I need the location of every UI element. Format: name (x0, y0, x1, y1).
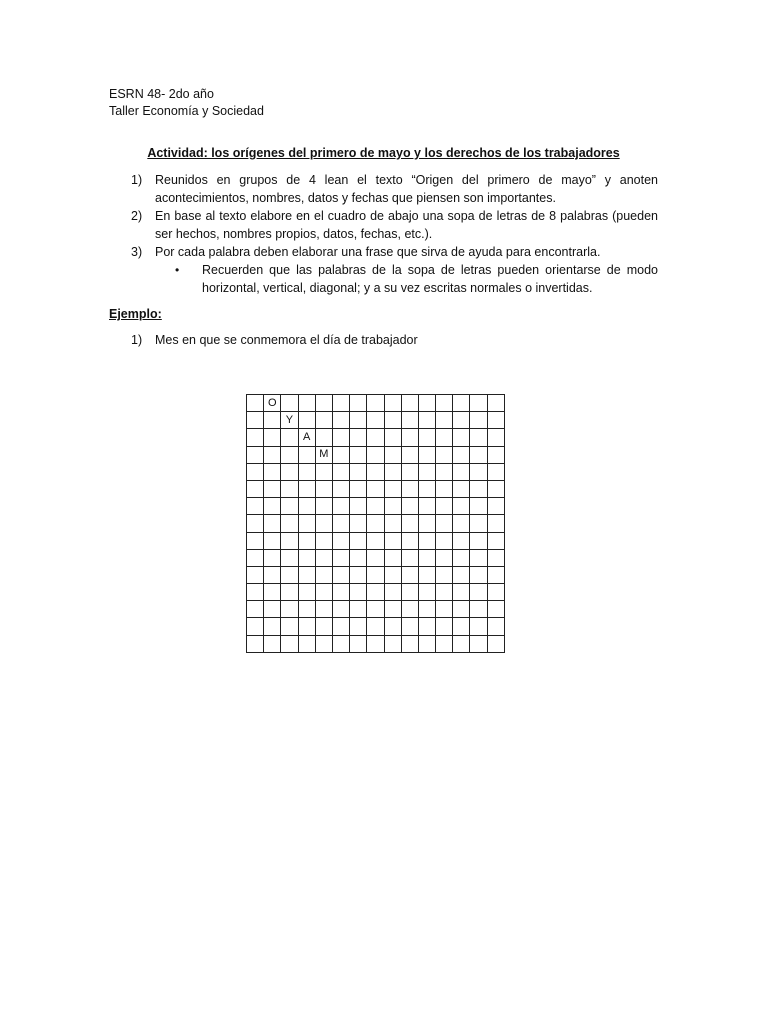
grid-cell (315, 532, 332, 549)
grid-cell (315, 549, 332, 566)
grid-cell (418, 584, 435, 601)
grid-cell (298, 480, 315, 497)
grid-cell (470, 584, 487, 601)
grid-cell (350, 498, 367, 515)
grid-cell (367, 412, 384, 429)
grid-cell (384, 515, 401, 532)
grid-cell (367, 532, 384, 549)
grid-cell: M (315, 446, 332, 463)
grid-cell (350, 532, 367, 549)
grid-cell (384, 480, 401, 497)
grid-cell (384, 395, 401, 412)
grid-cell (487, 515, 504, 532)
grid-cell (436, 429, 453, 446)
grid-cell (350, 412, 367, 429)
grid-cell (470, 515, 487, 532)
grid-row (247, 566, 505, 583)
grid-cell (418, 446, 435, 463)
grid-cell (401, 480, 418, 497)
grid-cell (487, 412, 504, 429)
grid-cell (453, 395, 470, 412)
grid-cell (436, 601, 453, 618)
grid-cell (350, 480, 367, 497)
instruction-item (109, 207, 658, 243)
grid-cell (384, 412, 401, 429)
grid-cell (384, 635, 401, 652)
instructions-list (109, 171, 658, 297)
grid-cell (264, 566, 281, 583)
grid-cell (487, 532, 504, 549)
grid-cell (247, 395, 264, 412)
grid-cell (436, 412, 453, 429)
grid-cell (436, 446, 453, 463)
grid-cell (281, 635, 298, 652)
grid-cell (453, 446, 470, 463)
grid-cell (315, 395, 332, 412)
instruction-number: 3) (131, 245, 143, 259)
grid-cell (487, 601, 504, 618)
grid-cell (332, 515, 349, 532)
grid-cell (298, 566, 315, 583)
grid-row (247, 584, 505, 601)
grid-cell (315, 480, 332, 497)
grid-cell (470, 412, 487, 429)
grid-cell (332, 446, 349, 463)
grid-cell (264, 584, 281, 601)
grid-cell (315, 618, 332, 635)
grid-cell (264, 463, 281, 480)
grid-cell (401, 635, 418, 652)
grid-cell (247, 584, 264, 601)
grid-cell (436, 532, 453, 549)
grid-cell (315, 635, 332, 652)
grid-cell (367, 635, 384, 652)
grid-cell (367, 446, 384, 463)
grid-cell (298, 635, 315, 652)
grid-cell (315, 601, 332, 618)
grid-cell: A (298, 429, 315, 446)
grid-cell (281, 532, 298, 549)
grid-cell (418, 395, 435, 412)
grid-cell (384, 584, 401, 601)
grid-cell (350, 429, 367, 446)
grid-cell (350, 463, 367, 480)
grid-cell (384, 566, 401, 583)
grid-cell (487, 635, 504, 652)
grid-cell (453, 480, 470, 497)
grid-cell (281, 498, 298, 515)
grid-cell (350, 446, 367, 463)
grid-cell (453, 429, 470, 446)
grid-cell (264, 601, 281, 618)
grid-cell (264, 498, 281, 515)
grid-cell (315, 584, 332, 601)
grid-cell (350, 635, 367, 652)
grid-cell (436, 515, 453, 532)
grid-cell (350, 601, 367, 618)
grid-cell (453, 498, 470, 515)
grid-cell (367, 429, 384, 446)
grid-cell (315, 429, 332, 446)
workshop-name-line: Taller Economía y Sociedad (109, 104, 264, 118)
grid-cell (332, 480, 349, 497)
grid-cell (453, 584, 470, 601)
grid-cell (298, 498, 315, 515)
grid-cell (298, 601, 315, 618)
grid-cell (281, 480, 298, 497)
grid-cell (487, 549, 504, 566)
grid-cell (247, 429, 264, 446)
grid-cell (298, 463, 315, 480)
grid-cell (418, 635, 435, 652)
grid-cell (436, 395, 453, 412)
grid-cell (332, 532, 349, 549)
grid-cell (367, 584, 384, 601)
grid-cell (384, 498, 401, 515)
bullet-dot-icon: • (175, 263, 180, 277)
grid-cell (384, 446, 401, 463)
grid-cell (470, 498, 487, 515)
grid-cell (401, 429, 418, 446)
grid-cell (487, 463, 504, 480)
grid-cell (401, 412, 418, 429)
grid-cell (384, 429, 401, 446)
grid-cell (281, 549, 298, 566)
grid-cell: O (264, 395, 281, 412)
grid-cell (487, 395, 504, 412)
grid-row (247, 549, 505, 566)
grid-cell (418, 515, 435, 532)
instruction-item (109, 243, 658, 261)
grid-cell (470, 566, 487, 583)
grid-cell (453, 549, 470, 566)
grid-row (247, 412, 505, 429)
grid-row (247, 515, 505, 532)
grid-cell (298, 446, 315, 463)
grid-cell (487, 429, 504, 446)
grid-cell (453, 618, 470, 635)
grid-cell (264, 429, 281, 446)
grid-cell (453, 566, 470, 583)
example-item (109, 333, 658, 347)
grid-cell (418, 498, 435, 515)
grid-cell (470, 635, 487, 652)
grid-cell (264, 532, 281, 549)
grid-cell (332, 395, 349, 412)
grid-cell (401, 498, 418, 515)
grid-cell (247, 635, 264, 652)
instruction-text: Por cada palabra deben elaborar una frase que sirva de ayuda para encontrarla. (155, 245, 601, 259)
grid-cell (470, 395, 487, 412)
grid-cell (470, 429, 487, 446)
grid-cell (315, 566, 332, 583)
grid-row (247, 635, 505, 652)
grid-cell (401, 446, 418, 463)
grid-cell (281, 566, 298, 583)
instruction-text: Reunidos en grupos de 4 lean el texto “Origen del primero de mayo” y anoten acontecimientos, nombres, datos y fechas que piensen son importantes. (155, 173, 658, 205)
grid-cell (384, 532, 401, 549)
grid-cell (281, 429, 298, 446)
grid-cell (418, 412, 435, 429)
grid-cell (487, 480, 504, 497)
grid-cell (453, 515, 470, 532)
grid-cell (367, 549, 384, 566)
grid-cell (350, 618, 367, 635)
grid-cell (247, 446, 264, 463)
grid-cell (367, 601, 384, 618)
grid-cell (470, 463, 487, 480)
grid-cell (418, 549, 435, 566)
grid-cell (401, 463, 418, 480)
grid-cell (470, 618, 487, 635)
grid-cell (487, 618, 504, 635)
grid-row (247, 532, 505, 549)
grid-cell (367, 480, 384, 497)
grid-cell (436, 635, 453, 652)
grid-cell (315, 463, 332, 480)
grid-cell (487, 498, 504, 515)
grid-cell (350, 549, 367, 566)
grid-cell (436, 549, 453, 566)
grid-cell (487, 446, 504, 463)
grid-cell (401, 618, 418, 635)
grid-cell (470, 446, 487, 463)
grid-cell (418, 532, 435, 549)
grid-row (247, 618, 505, 635)
grid-cell (315, 498, 332, 515)
grid-cell (384, 601, 401, 618)
word-search-grid (246, 394, 505, 653)
grid-cell: Y (281, 412, 298, 429)
grid-cell (332, 584, 349, 601)
grid-cell (298, 395, 315, 412)
grid-cell (247, 601, 264, 618)
grid-cell (332, 412, 349, 429)
grid-cell (436, 618, 453, 635)
grid-cell (332, 429, 349, 446)
grid-cell (247, 618, 264, 635)
grid-cell (384, 463, 401, 480)
grid-cell (367, 498, 384, 515)
grid-cell (401, 549, 418, 566)
grid-cell (350, 584, 367, 601)
grid-cell (384, 618, 401, 635)
grid-cell (470, 549, 487, 566)
grid-cell (264, 480, 281, 497)
grid-cell (298, 549, 315, 566)
grid-row (247, 395, 505, 412)
grid-row (247, 498, 505, 515)
grid-cell (281, 601, 298, 618)
grid-cell (298, 412, 315, 429)
grid-cell (247, 498, 264, 515)
grid-cell (470, 532, 487, 549)
grid-cell (418, 601, 435, 618)
grid-cell (487, 584, 504, 601)
grid-cell (436, 584, 453, 601)
grid-cell (264, 515, 281, 532)
instruction-number: 1) (131, 173, 143, 187)
grid-cell (453, 601, 470, 618)
instruction-text: En base al texto elabore en el cuadro de abajo una sopa de letras de 8 palabras (pueden ser hechos, nombres propios, datos, fechas, etc.). (155, 209, 658, 241)
instruction-number: 2) (131, 209, 143, 223)
grid-cell (418, 480, 435, 497)
bullet-text: Recuerden que las palabras de la sopa de letras pueden orientarse de modo horizontal, vertical, diagonal; y a su vez escritas normales o invertidas. (202, 263, 658, 295)
grid-cell (247, 532, 264, 549)
grid-cell (470, 601, 487, 618)
grid-cell (281, 395, 298, 412)
grid-cell (281, 515, 298, 532)
grid-cell (247, 549, 264, 566)
grid-cell (401, 584, 418, 601)
grid-cell (332, 566, 349, 583)
grid-cell (247, 515, 264, 532)
grid-cell (264, 618, 281, 635)
grid-cell (332, 463, 349, 480)
grid-row (247, 429, 505, 446)
grid-cell (436, 498, 453, 515)
grid-cell (418, 463, 435, 480)
grid-cell (436, 566, 453, 583)
grid-cell (436, 480, 453, 497)
example-label: Ejemplo: (109, 307, 162, 321)
grid-cell (470, 480, 487, 497)
example-text: Mes en que se conmemora el día de trabajador (155, 333, 418, 347)
grid-cell (332, 601, 349, 618)
grid-cell (281, 584, 298, 601)
example-number: 1) (131, 333, 143, 347)
grid-cell (298, 532, 315, 549)
grid-cell (453, 412, 470, 429)
grid-cell (487, 566, 504, 583)
grid-cell (264, 635, 281, 652)
grid-cell (332, 549, 349, 566)
grid-cell (453, 635, 470, 652)
grid-row (247, 601, 505, 618)
grid-row (247, 463, 505, 480)
grid-cell (315, 412, 332, 429)
grid-cell (367, 395, 384, 412)
instruction-item (109, 171, 658, 207)
grid-row (247, 446, 505, 463)
grid-cell (315, 515, 332, 532)
grid-cell (264, 412, 281, 429)
grid-row (247, 480, 505, 497)
grid-cell (264, 549, 281, 566)
grid-cell (247, 412, 264, 429)
grid-cell (401, 601, 418, 618)
grid-cell (247, 480, 264, 497)
grid-cell (247, 566, 264, 583)
grid-cell (418, 618, 435, 635)
grid-cell (332, 635, 349, 652)
grid-cell (436, 463, 453, 480)
grid-cell (298, 584, 315, 601)
grid-cell (350, 515, 367, 532)
grid-cell (453, 463, 470, 480)
grid-cell (264, 446, 281, 463)
grid-cell (350, 395, 367, 412)
grid-cell (401, 532, 418, 549)
grid-cell (332, 618, 349, 635)
grid-cell (332, 498, 349, 515)
grid-cell (453, 532, 470, 549)
school-course-line: ESRN 48- 2do año (109, 87, 214, 101)
grid-cell (401, 515, 418, 532)
grid-cell (281, 463, 298, 480)
grid-cell (247, 463, 264, 480)
grid-cell (367, 618, 384, 635)
grid-cell (401, 566, 418, 583)
bullet-item (109, 261, 658, 297)
grid-cell (281, 446, 298, 463)
grid-cell (298, 515, 315, 532)
grid-cell (367, 566, 384, 583)
grid-cell (281, 618, 298, 635)
grid-cell (418, 429, 435, 446)
grid-cell (401, 395, 418, 412)
grid-cell (367, 463, 384, 480)
grid-cell (418, 566, 435, 583)
grid-cell (384, 549, 401, 566)
activity-title: Actividad: los orígenes del primero de mayo y los derechos de los trabajadores (147, 146, 620, 160)
grid-cell (367, 515, 384, 532)
grid-cell (298, 618, 315, 635)
grid-cell (350, 566, 367, 583)
document-header (109, 86, 264, 120)
